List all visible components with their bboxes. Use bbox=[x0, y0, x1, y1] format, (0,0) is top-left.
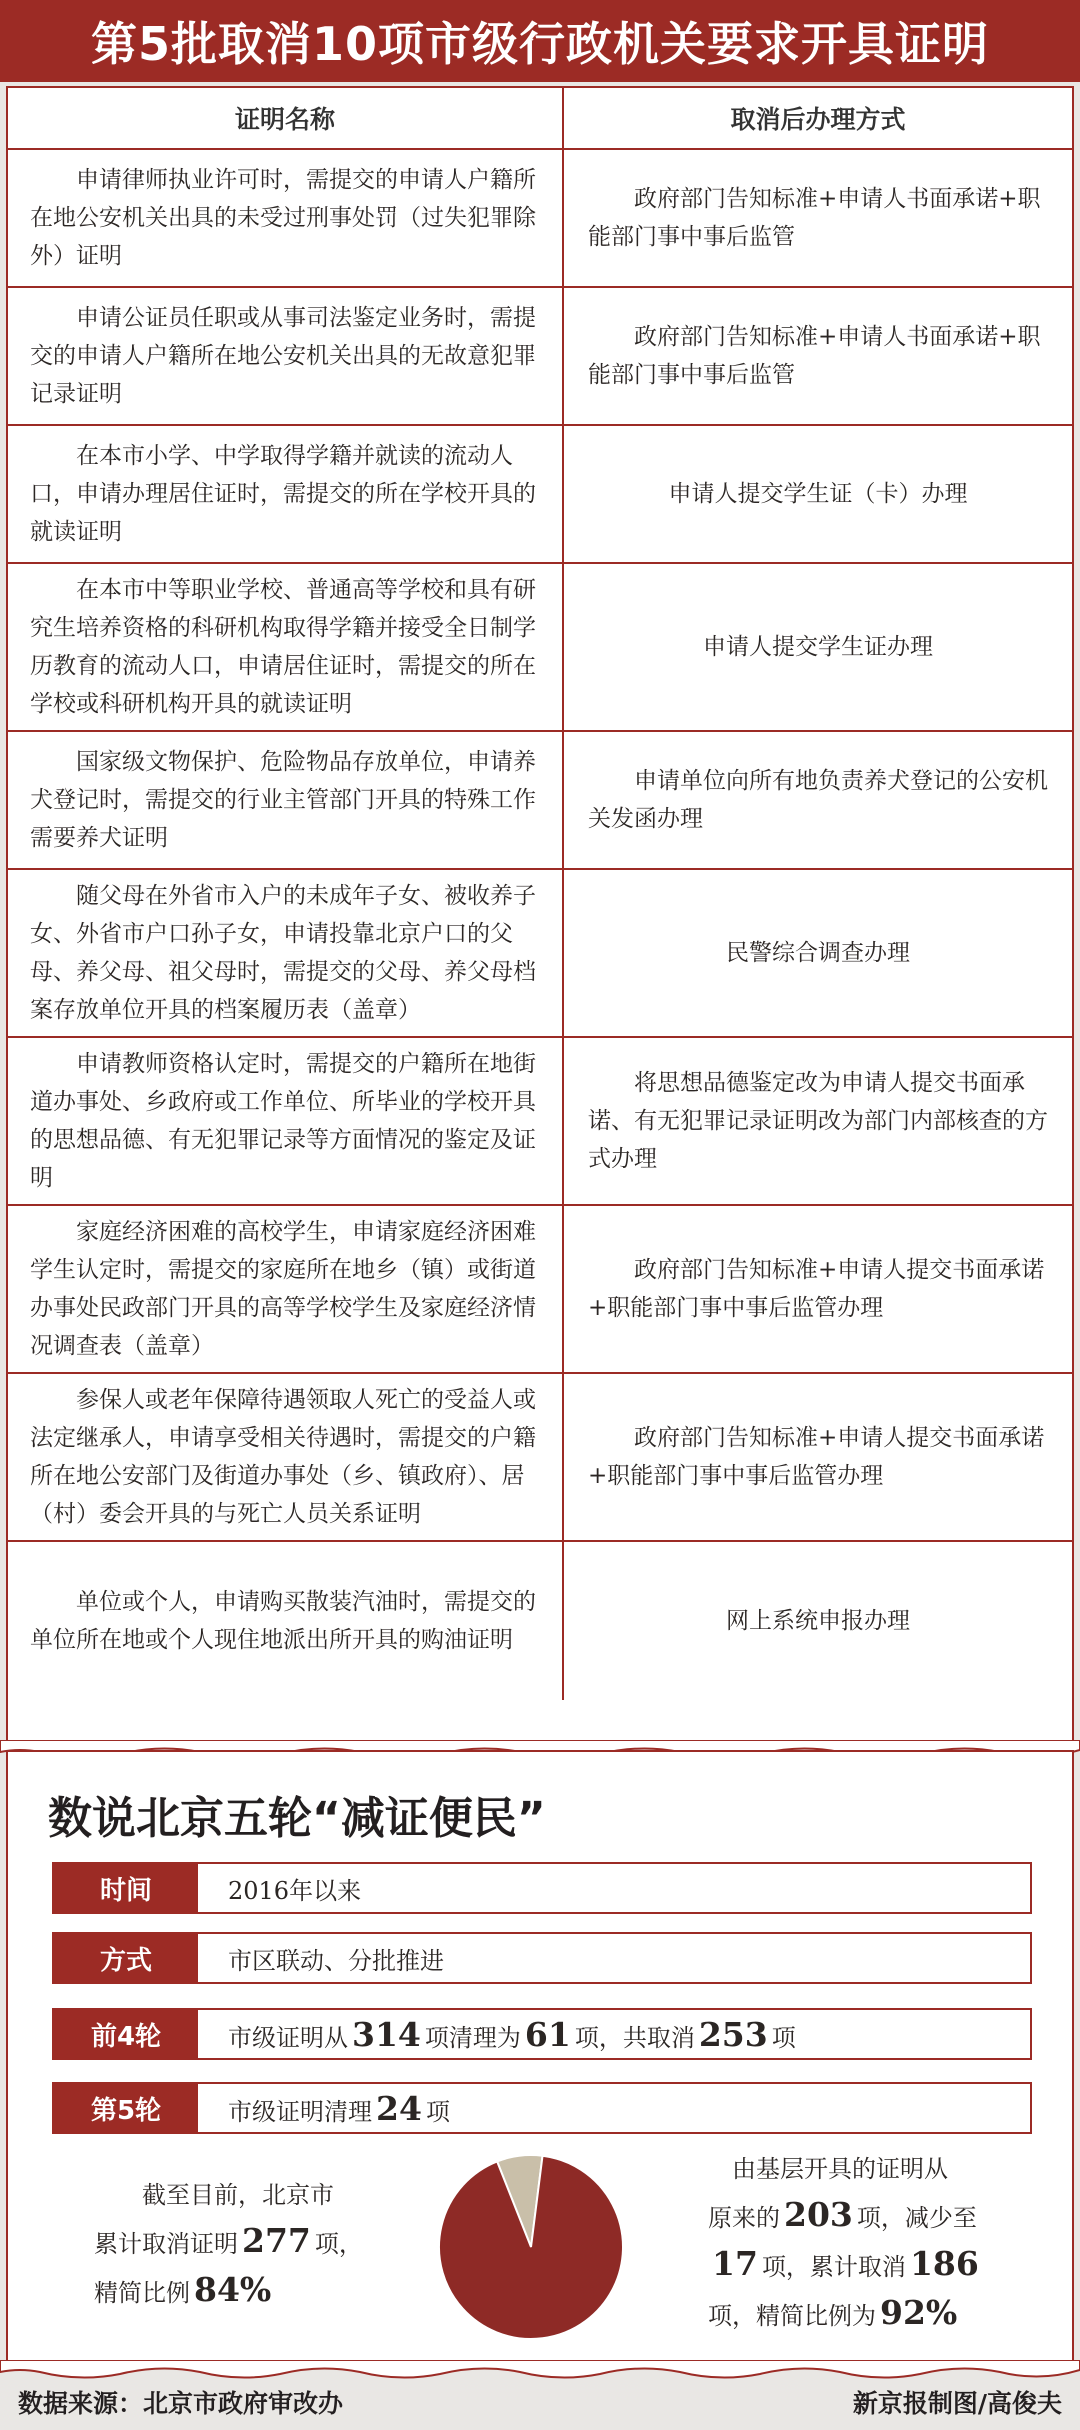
cert-name-cell: 随父母在外省市入户的未成年子女、被收养子女、外省市户口孙子女，申请投靠北京户口的父母、养父母、祖父母时，需提交的父母、养父母档案存放单位开具的档案履历表（盖章） bbox=[8, 870, 564, 1036]
table-row bbox=[8, 870, 1072, 1038]
cert-name-cell: 单位或个人，申请购买散装汽油时，需提交的单位所在地或个人现住地派出所开具的购油证明 bbox=[8, 1542, 564, 1700]
bar-fifth bbox=[52, 2082, 1032, 2134]
bar-time bbox=[52, 1862, 1032, 1914]
table-row bbox=[8, 1374, 1072, 1542]
table-row bbox=[8, 288, 1072, 426]
table-row bbox=[8, 564, 1072, 732]
method-cell: 申请人提交学生证办理 bbox=[703, 634, 933, 660]
cert-name-cell: 家庭经济困难的高校学生，申请家庭经济困难学生认定时，需提交的家庭所在地乡（镇）或街道办事处民政部门开具的高等学校学生及家庭经济情况调查表（盖章） bbox=[8, 1206, 564, 1372]
header-cert-name: 证明名称 bbox=[8, 88, 564, 148]
method-cell: 申请人提交学生证（卡）办理 bbox=[668, 481, 968, 507]
bar-method bbox=[52, 1932, 1032, 1984]
cert-name-cell: 参保人或老年保障待遇领取人死亡的受益人或法定继承人，申请享受相关待遇时，需提交的户籍所在地公安部门及街道办事处（乡、镇政府）、居（村）委会开具的与死亡人员关系证明 bbox=[8, 1374, 564, 1540]
cert-name-cell: 申请律师执业许可时，需提交的申请人户籍所在地公安机关出具的未受过刑事处罚（过失犯罪除外）证明 bbox=[8, 150, 564, 286]
method-cell: 政府部门告知标准+申请人书面承诺+职能部门事中事后监管 bbox=[588, 324, 1041, 388]
cert-name-cell: 申请教师资格认定时，需提交的户籍所在地街道办事处、乡政府或工作单位、所毕业的学校开具的思想品德、有无犯罪记录等方面情况的鉴定及证明 bbox=[8, 1038, 564, 1204]
method-cell: 政府部门告知标准+申请人提交书面承诺+职能部门事中事后监管办理 bbox=[588, 1257, 1045, 1321]
table-row bbox=[8, 732, 1072, 870]
method-cell: 政府部门告知标准+申请人书面承诺+职能部门事中事后监管 bbox=[588, 186, 1041, 250]
bar-label: 前4轮 bbox=[54, 2010, 198, 2058]
bar-label: 方式 bbox=[54, 1934, 198, 1982]
credit: 新京报制图/高俊夫 bbox=[852, 2389, 1062, 2418]
stats-section bbox=[6, 1750, 1074, 2366]
header-method: 取消后办理方式 bbox=[730, 105, 906, 134]
table-row bbox=[8, 1542, 1072, 1700]
cert-name-cell: 在本市中等职业学校、普通高等学校和具有研究生培养资格的科研机构取得学籍并接受全日制学历教育的流动人口，申请居住证时，需提交的所在学校或科研机构开具的就读证明 bbox=[8, 564, 564, 730]
cert-name-cell: 在本市小学、中学取得学籍并就读的流动人口，申请办理居住证时，需提交的所在学校开具的就读证明 bbox=[8, 426, 564, 562]
stats-title: 数说北京五轮“减证便民” bbox=[48, 1793, 546, 1844]
bar-label: 第5轮 bbox=[54, 2084, 198, 2132]
cert-name-cell: 申请公证员任职或从事司法鉴定业务时，需提交的申请人户籍所在地公安机关出具的无故意犯罪记录证明 bbox=[8, 288, 564, 424]
bar-text: 市级证明清理 24 项 bbox=[228, 2088, 450, 2128]
pie-chart bbox=[436, 2152, 626, 2342]
method-cell: 将思想品德鉴定改为申请人提交书面承诺、有无犯罪记录证明改为部门内部核查的方式办理 bbox=[588, 1070, 1048, 1172]
table-row bbox=[8, 1038, 1072, 1206]
table-header bbox=[8, 88, 1072, 150]
table-row bbox=[8, 150, 1072, 288]
bar-text: 市区联动、分批推进 bbox=[228, 1946, 444, 1975]
right-stat: 由基层开具的证明从 原来的 203 项，减少至 17 项，累计取消 186 项，精简比例为 92% bbox=[708, 2155, 979, 2332]
method-cell: 民警综合调查办理 bbox=[726, 940, 910, 966]
bar-label: 时间 bbox=[54, 1864, 198, 1912]
method-cell: 政府部门告知标准+申请人提交书面承诺+职能部门事中事后监管办理 bbox=[588, 1425, 1045, 1489]
page-title: 第5批取消10项市级行政机关要求开具证明 bbox=[0, 0, 1080, 82]
certificate-table bbox=[6, 86, 1074, 1742]
bar-first-four bbox=[52, 2008, 1032, 2060]
bar-text: 市级证明从 314 项清理为 61 项，共取消 253 项 bbox=[228, 2014, 796, 2054]
footer bbox=[0, 2372, 1080, 2430]
table-row bbox=[8, 426, 1072, 564]
left-stat: 截至目前，北京市 累计取消证明 277 项， 精简比例 84% bbox=[94, 2181, 363, 2309]
bar-text: 2016年以来 bbox=[228, 1876, 362, 1905]
cert-name-cell: 国家级文物保护、危险物品存放单位，申请养犬登记时，需提交的行业主管部门开具的特殊工作需要养犬证明 bbox=[8, 732, 564, 868]
method-cell: 申请单位向所有地负责养犬登记的公安机关发函办理 bbox=[588, 768, 1048, 832]
data-source: 数据来源：北京市政府审改办 bbox=[18, 2389, 344, 2418]
table-row bbox=[8, 1206, 1072, 1374]
method-cell: 网上系统申报办理 bbox=[726, 1608, 910, 1634]
